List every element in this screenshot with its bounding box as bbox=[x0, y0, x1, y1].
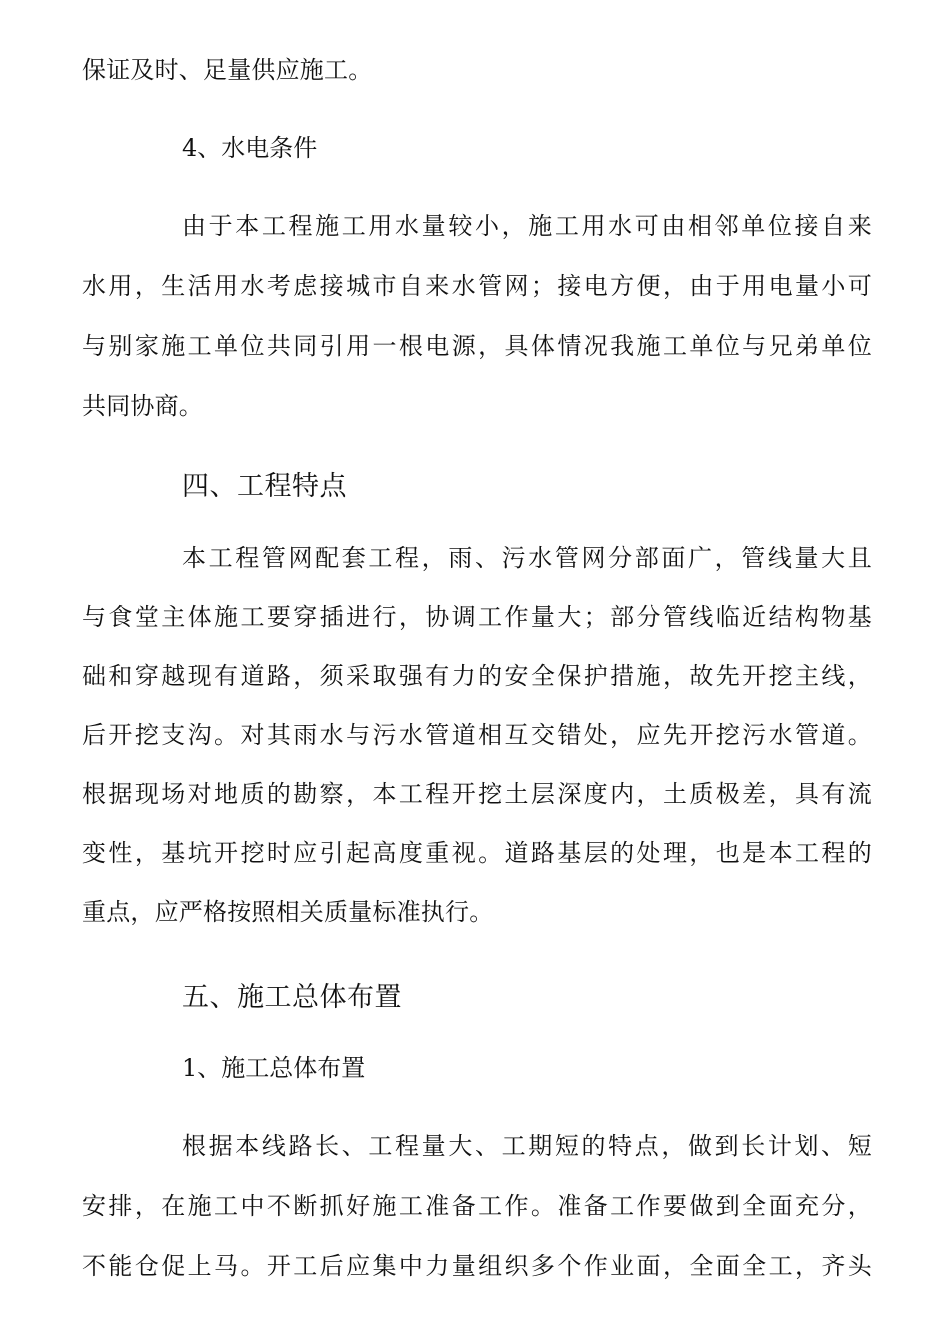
chapter-5-subsection-1-line-1: 根据本线路长、工程量大、工期短的特点，做到长计划、短 bbox=[182, 1132, 872, 1160]
chapter-4-line-2: 与食堂主体施工要穿插进行，协调工作量大；部分管线临近结构物基 bbox=[82, 603, 872, 631]
section-4-line-4: 共同协商。 bbox=[82, 392, 203, 420]
chapter-4-title: 四、工程特点 bbox=[182, 471, 347, 502]
section-4-line-1: 由于本工程施工用水量较小，施工用水可由相邻单位接自来 bbox=[182, 212, 872, 240]
chapter-4-line-7: 重点，应严格按照相关质量标准执行。 bbox=[82, 898, 494, 926]
chapter-4-line-3: 础和穿越现有道路，须采取强有力的安全保护措施，故先开挖主线， bbox=[82, 662, 872, 690]
chapter-4-line-6: 变性，基坑开挖时应引起高度重视。道路基层的处理，也是本工程的 bbox=[82, 839, 872, 867]
intro-line: 保证及时、足量供应施工。 bbox=[82, 56, 373, 84]
section-4-line-2: 水用，生活用水考虑接城市自来水管网；接电方便，由于用电量小可 bbox=[82, 272, 872, 300]
chapter-4-line-5: 根据现场对地质的勘察，本工程开挖土层深度内，土质极差，具有流 bbox=[82, 780, 872, 808]
chapter-5-subsection-1-line-3: 不能仓促上马。开工后应集中力量组织多个作业面，全面全工，齐头 bbox=[82, 1252, 872, 1280]
chapter-5-title: 五、施工总体布置 bbox=[182, 982, 402, 1013]
chapter-4-line-4: 后开挖支沟。对其雨水与污水管道相互交错处，应先开挖污水管道。 bbox=[82, 721, 872, 749]
chapter-5-subsection-1-title: 1、施工总体布置 bbox=[182, 1054, 366, 1082]
chapter-4-line-1: 本工程管网配套工程，雨、污水管网分部面广，管线量大且 bbox=[182, 544, 872, 572]
chapter-5-subsection-1-line-2: 安排，在施工中不断抓好施工准备工作。准备工作要做到全面充分， bbox=[82, 1192, 872, 1220]
section-4-line-3: 与别家施工单位共同引用一根电源，具体情况我施工单位与兄弟单位 bbox=[82, 332, 872, 360]
section-4-title: 4、水电条件 bbox=[182, 134, 318, 162]
